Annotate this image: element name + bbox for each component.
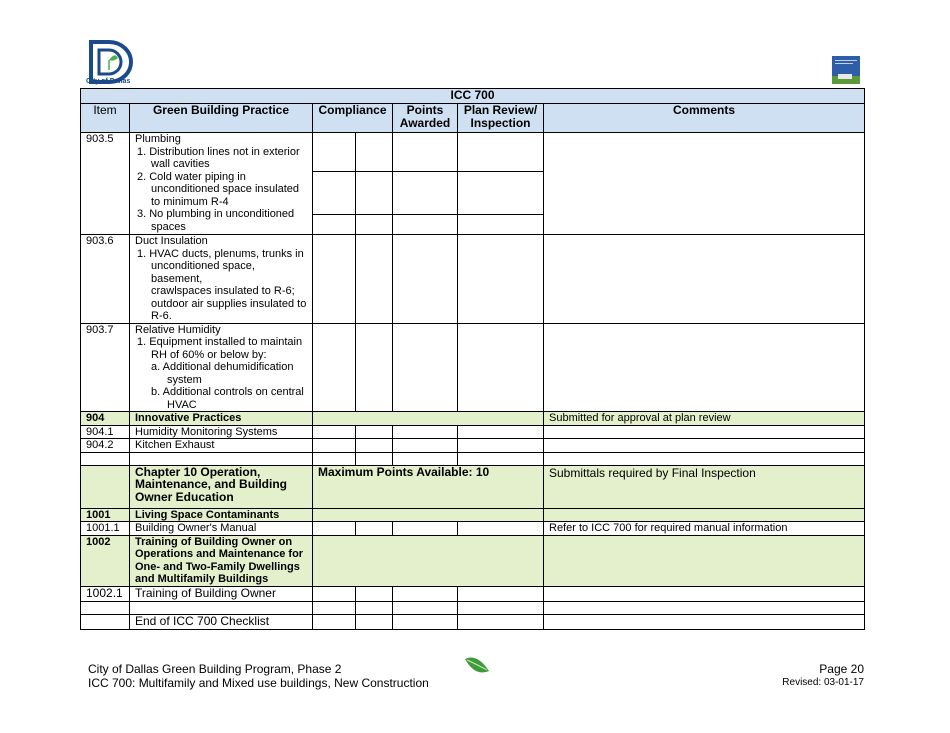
practice-cell: Innovative Practices: [130, 412, 313, 426]
practice-line: 3. No plumbing in unconditioned: [137, 208, 295, 220]
chapter-title: Chapter 10 Operation, Maintenance, and Building Owner Education: [130, 465, 313, 508]
practice-line: 1. Distribution lines not in exterior: [137, 145, 300, 158]
practice-cell: [130, 133, 313, 235]
header-points: Points Awarded: [393, 104, 458, 133]
table-row: [81, 614, 865, 629]
practice-line: wall cavities: [151, 158, 210, 170]
points-cell[interactable]: [393, 235, 458, 324]
plan-review-cell[interactable]: [458, 439, 544, 453]
item-cell: 1002: [81, 535, 130, 586]
header-plan-review: Plan Review/ Inspection: [458, 104, 544, 133]
practice-line: crawlspaces insulated to R-6;: [151, 285, 295, 297]
points-cell[interactable]: [393, 601, 458, 614]
table-row: [81, 452, 865, 465]
practice-line: b. Additional controls on central: [151, 386, 304, 398]
table-row: [81, 323, 865, 412]
plan-review-cell[interactable]: [458, 522, 544, 536]
item-cell: 903.6: [81, 235, 130, 324]
page-number: Page 20: [819, 662, 864, 676]
section-row: [81, 508, 865, 522]
comments-cell[interactable]: [544, 235, 865, 324]
practice-line: 1. HVAC ducts, plenums, trunks in: [137, 247, 304, 260]
comments-cell: [544, 508, 865, 522]
practice-line: R-6.: [151, 310, 172, 322]
item-cell: [81, 614, 130, 629]
plan-review-cell[interactable]: [458, 215, 544, 235]
compliance-yes-cell[interactable]: [313, 601, 356, 614]
practice-cell: [130, 452, 313, 465]
practice-cell: Training of Building Owner: [130, 586, 313, 601]
item-cell: [81, 465, 130, 508]
comments-cell: Submitted for approval at plan review: [544, 412, 865, 426]
footer-right: [782, 662, 864, 690]
item-cell: 904.2: [81, 439, 130, 453]
section-row: [81, 412, 865, 426]
item-cell: 1001.1: [81, 522, 130, 536]
compliance-yes-cell[interactable]: [313, 452, 356, 465]
practice-cell: [130, 601, 313, 614]
plan-review-cell[interactable]: [458, 601, 544, 614]
revised-date: Revised: 03-01-17: [782, 677, 864, 688]
points-cell[interactable]: [393, 614, 458, 629]
points-cell[interactable]: [393, 215, 458, 235]
table-row: [81, 586, 865, 601]
header-practice: Green Building Practice: [130, 104, 313, 133]
practice-line: 2. Cold water piping in: [137, 170, 246, 183]
comments-cell[interactable]: [544, 439, 865, 453]
plan-review-cell[interactable]: [458, 452, 544, 465]
footer-program: City of Dallas Green Building Program, Phase 2: [88, 662, 342, 676]
compliance-no-cell[interactable]: [356, 172, 393, 215]
points-cell[interactable]: [393, 323, 458, 412]
chapter-row: [81, 465, 865, 508]
comments-cell[interactable]: [544, 452, 865, 465]
practice-title: Duct Insulation: [135, 235, 208, 247]
practice-line: RH of 60% or below by:: [151, 348, 267, 361]
practice-title: Relative Humidity: [135, 323, 221, 336]
max-points: Maximum Points Available: 10: [313, 465, 544, 508]
comments-cell[interactable]: [544, 586, 865, 601]
green-building-badge-icon: [832, 56, 860, 84]
end-of-checklist: End of ICC 700 Checklist: [130, 614, 313, 629]
compliance-yes-cell[interactable]: [313, 133, 356, 172]
points-cell[interactable]: [393, 452, 458, 465]
compliance-yes-cell[interactable]: [313, 323, 356, 412]
compliance-no-cell[interactable]: [356, 323, 393, 412]
header-comments: Comments: [544, 104, 865, 133]
plan-review-cell[interactable]: [458, 425, 544, 439]
compliance-no-cell[interactable]: [356, 133, 393, 172]
practice-cell: Living Space Contaminants: [130, 508, 313, 522]
table-row: [81, 601, 865, 614]
practice-line: system: [167, 373, 202, 386]
points-cell[interactable]: [393, 522, 458, 536]
comments-cell: Submittals required by Final Inspection: [544, 465, 865, 508]
compliance-yes-cell[interactable]: [313, 215, 356, 235]
footer-left: [88, 662, 429, 690]
practice-line: to minimum R-4: [151, 195, 229, 208]
item-cell: [81, 452, 130, 465]
practice-cell: Training of Building Owner on Operations and Maintenance for One- and Two-Family Dwellings and Multifamily Buildings: [130, 535, 313, 586]
practice-cell: [130, 323, 313, 412]
comments-cell[interactable]: [544, 133, 865, 235]
compliance-no-cell[interactable]: [356, 425, 393, 439]
table-row: [81, 522, 865, 536]
comments-cell[interactable]: [544, 614, 865, 629]
compliance-yes-cell[interactable]: [313, 439, 356, 453]
table-banner: ICC 700: [81, 89, 865, 104]
table-header-row: [81, 104, 865, 133]
comments-cell[interactable]: [544, 425, 865, 439]
practice-line: 1. Equipment installed to maintain: [137, 336, 303, 348]
plan-review-cell[interactable]: [458, 172, 544, 215]
points-cell[interactable]: [393, 425, 458, 439]
points-cell[interactable]: [393, 439, 458, 453]
points-cell: [313, 535, 544, 586]
compliance-yes-cell[interactable]: [313, 172, 356, 215]
comments-cell[interactable]: [544, 323, 865, 412]
compliance-yes-cell[interactable]: [313, 614, 356, 629]
plan-review-cell[interactable]: [458, 235, 544, 324]
table-row: [81, 133, 865, 172]
compliance-no-cell[interactable]: [356, 235, 393, 324]
header-item: Item: [81, 104, 130, 133]
points-cell[interactable]: [393, 586, 458, 601]
points-cell[interactable]: [393, 133, 458, 172]
plan-review-cell[interactable]: [458, 614, 544, 629]
item-cell: 903.7: [81, 323, 130, 412]
compliance-yes-cell[interactable]: [313, 235, 356, 324]
practice-line: a. Additional dehumidification: [151, 361, 294, 373]
compliance-no-cell[interactable]: [356, 601, 393, 614]
compliance-yes-cell[interactable]: [313, 586, 356, 601]
practice-cell: Building Owner's Manual: [130, 522, 313, 536]
points-cell: [313, 412, 544, 426]
compliance-no-cell[interactable]: [356, 586, 393, 601]
compliance-yes-cell[interactable]: [313, 425, 356, 439]
table-row: [81, 235, 865, 324]
icc700-checklist-table: [80, 88, 865, 630]
item-cell: [81, 601, 130, 614]
comments-cell: Refer to ICC 700 for required manual information: [544, 522, 865, 536]
item-cell: 904: [81, 412, 130, 426]
practice-cell: Kitchen Exhaust: [130, 439, 313, 453]
plan-review-cell[interactable]: [458, 586, 544, 601]
practice-line: HVAC: [167, 398, 197, 411]
practice-title: Plumbing: [135, 133, 181, 145]
table-banner-row: [81, 89, 865, 104]
compliance-no-cell[interactable]: [356, 215, 393, 235]
points-cell[interactable]: [393, 172, 458, 215]
item-cell: 1001: [81, 508, 130, 522]
comments-cell[interactable]: [544, 601, 865, 614]
header-compliance: Compliance: [313, 104, 393, 133]
compliance-no-cell[interactable]: [356, 522, 393, 536]
compliance-no-cell[interactable]: [356, 439, 393, 453]
practice-cell: [130, 235, 313, 324]
plan-review-cell[interactable]: [458, 133, 544, 172]
compliance-yes-cell[interactable]: [313, 522, 356, 536]
logo-caption: City of Dallas: [86, 78, 131, 85]
table-row: [81, 439, 865, 453]
practice-line: unconditioned space insulated: [151, 183, 300, 195]
compliance-no-cell[interactable]: [356, 452, 393, 465]
plan-review-cell[interactable]: [458, 323, 544, 412]
practice-line: unconditioned space, basement,: [151, 260, 255, 285]
item-cell: 903.5: [81, 133, 130, 235]
section-row: [81, 535, 865, 586]
points-cell: [313, 508, 544, 522]
practice-line: spaces: [151, 220, 186, 233]
practice-cell: Humidity Monitoring Systems: [130, 425, 313, 439]
practice-line: outdoor air supplies insulated to: [151, 297, 307, 310]
compliance-no-cell[interactable]: [356, 614, 393, 629]
table-row: [81, 425, 865, 439]
item-cell: 1002.1: [81, 586, 130, 601]
comments-cell: [544, 535, 865, 586]
item-cell: 904.1: [81, 425, 130, 439]
footer-subtitle: ICC 700: Multifamily and Mixed use buildings, New Construction: [88, 676, 429, 690]
leaf-icon: [463, 655, 491, 677]
